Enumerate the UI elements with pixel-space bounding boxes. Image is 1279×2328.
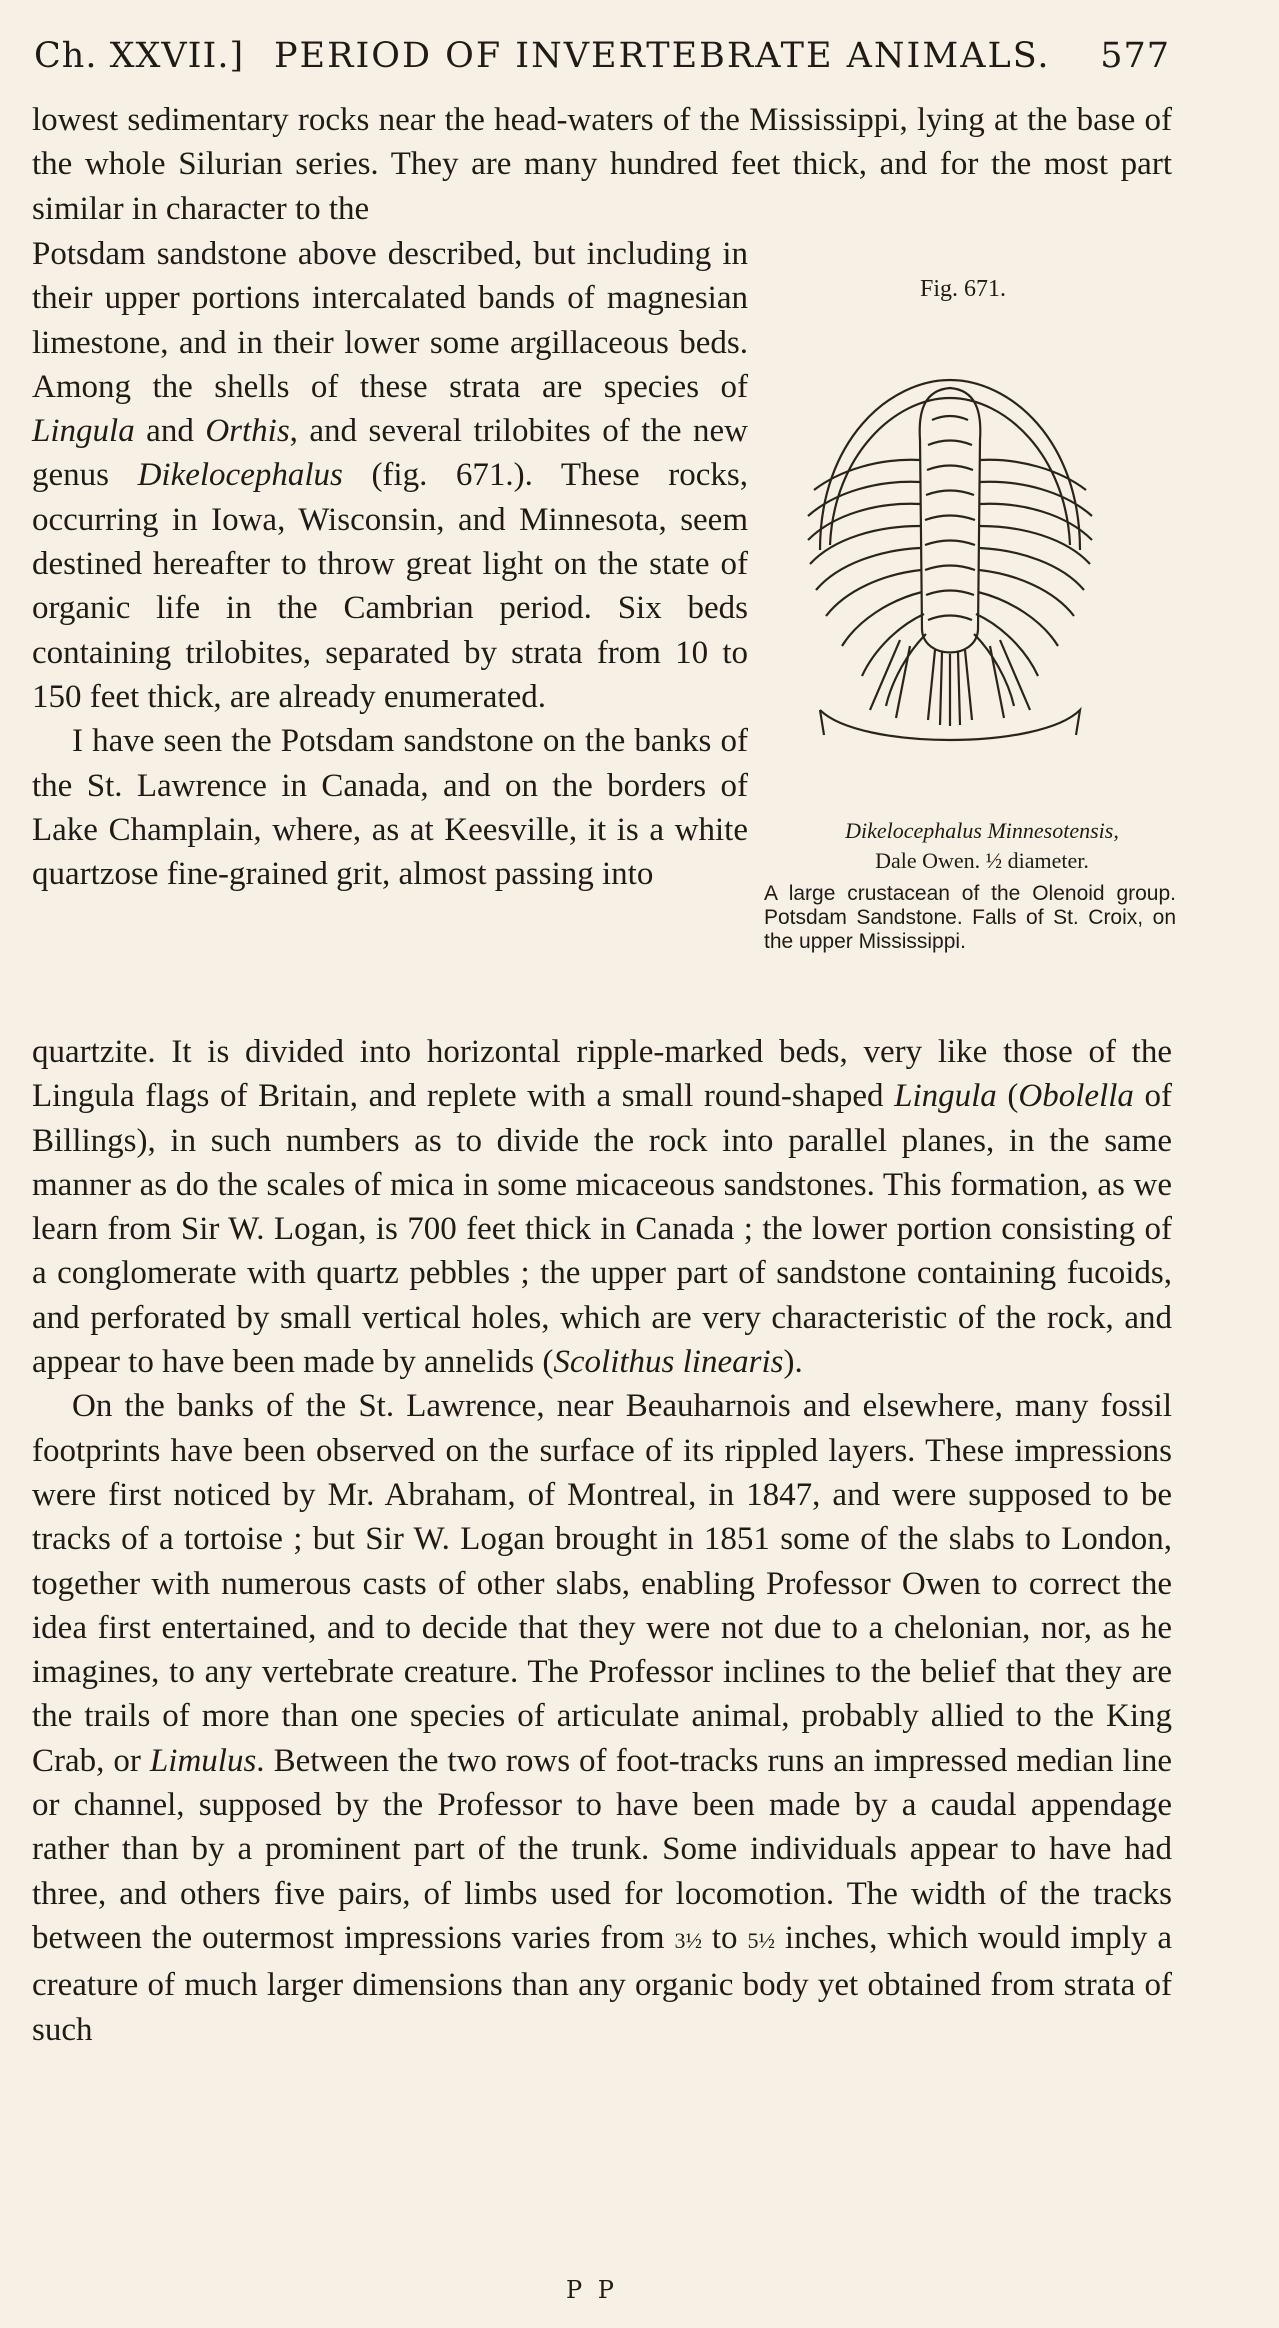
figure-label: Fig. 671. xyxy=(920,276,1007,302)
figure-caption-description: A large crustacean of the Olenoid group. Potsdam Sandstone. Falls of St. Croix, on the upper Mississippi. xyxy=(764,882,1176,953)
taxon-lingula-2: Lingula xyxy=(894,1078,997,1115)
taxon-dikelocephalus: Dikelocephalus xyxy=(137,457,343,494)
paragraph-1-full-width: lowest sedimentary rocks near the head-waters of the Mississippi, lying at the base of the whole Silurian series. They are many hundred feet thick, and for the most part similar in character to the xyxy=(32,102,1172,227)
figure-671 xyxy=(760,270,1180,1020)
text-block-wrapped xyxy=(32,232,748,896)
page-number: 577 xyxy=(1100,36,1170,76)
chapter-label: Ch. XXVII.] xyxy=(34,36,245,76)
paragraph-2-continued: quartzite. It is divided into horizontal ripple-marked beds, very like those of the Lingula flags of Britain, and replete with a small round-shaped Lingula (Obolella of Billings), in such numbers as to divide the rock into parallel planes, in the same manner as do the scales of mica in some micaceous sandstones. This formation, as we learn from Sir W. Logan, is 700 feet thick in Canada ; the lower portion consisting of a conglomerate with quartz pebbles ; the upper part of sandstone containing fucoids, and perforated by small vertical holes, which are very characteristic of the rock, and appear to have been made by annelids (Scolithus linearis). xyxy=(32,1034,1172,1381)
taxon-orthis: Orthis xyxy=(205,413,290,450)
taxon-lingula: Lingula xyxy=(32,413,135,450)
running-header xyxy=(34,36,1170,86)
taxon-scolithus: Scolithus linearis xyxy=(553,1344,784,1381)
trilobite-illustration xyxy=(800,330,1100,800)
fraction-min-width: 3½ xyxy=(674,1927,702,1953)
taxon-obolella: Obolella xyxy=(1018,1078,1134,1115)
paragraph-1-wrapped: Potsdam sandstone above described, but including in their upper portions intercalated bands of magnesian limestone, and in their lower some argillaceous beds. Among the shells of these strata are species of Lingula and Orthis, and several trilobites of the new genus Dikelocephalus (fig. 671.). These rocks, occurring in Iowa, Wisconsin, and Minnesota, seem destined hereafter to throw great light on the state of organic life in the Cambrian period. Six beds containing trilobites, separated by strata from 10 to 150 feet thick, are already enumerated. xyxy=(32,236,748,715)
paragraph-2-wrapped: I have seen the Potsdam sandstone on the banks of the St. Lawrence in Canada, and on the borders of Lake Champlain, where, as at Keesville, it is a white quartzose fine-grained grit, almost passing into xyxy=(32,723,748,893)
text-block-bottom xyxy=(32,1030,1172,2052)
taxon-limulus: Limulus xyxy=(149,1742,257,1779)
running-title: PERIOD OF INVERTEBRATE ANIMALS. xyxy=(274,36,1051,76)
fraction-max-width: 5½ xyxy=(747,1927,775,1953)
text-block-top xyxy=(32,98,1172,231)
printer-signature: P P xyxy=(566,2276,618,2304)
paragraph-3: On the banks of the St. Lawrence, near Beauharnois and elsewhere, many fossil footprints have been observed on the surface of its rippled layers. These impressions were first noticed by Mr. Abraham, of Montreal, in 1847, and were supposed to be tracks of a tortoise ; but Sir W. Logan brought in 1851 some of the slabs to London, together with numerous casts of other slabs, enabling Professor Owen to correct the idea first entertained, and to decide that they were not due to a chelonian, nor, as he imagines, to any vertebrate creature. The Professor inclines to the belief that they are the trails of more than one species of articulate animal, probably allied to the King Crab, or Limulus. Between the two rows of foot-tracks runs an impressed median line or channel, supposed by the Professor to have been made by a caudal appendage rather than by a prominent part of the trunk. Some individuals appear to have had three, and others five pairs, of limbs used for locomotion. The width of the tracks between the outermost impressions varies from 3½ to 5½ inches, which would imply a creature of much larger dimensions than any organic body yet obtained from strata of such xyxy=(32,1388,1173,2048)
figure-caption-species: Dikelocephalus Minnesotensis, xyxy=(845,818,1119,843)
figure-caption-scale: Dale Owen. ½ diameter. xyxy=(875,848,1089,873)
